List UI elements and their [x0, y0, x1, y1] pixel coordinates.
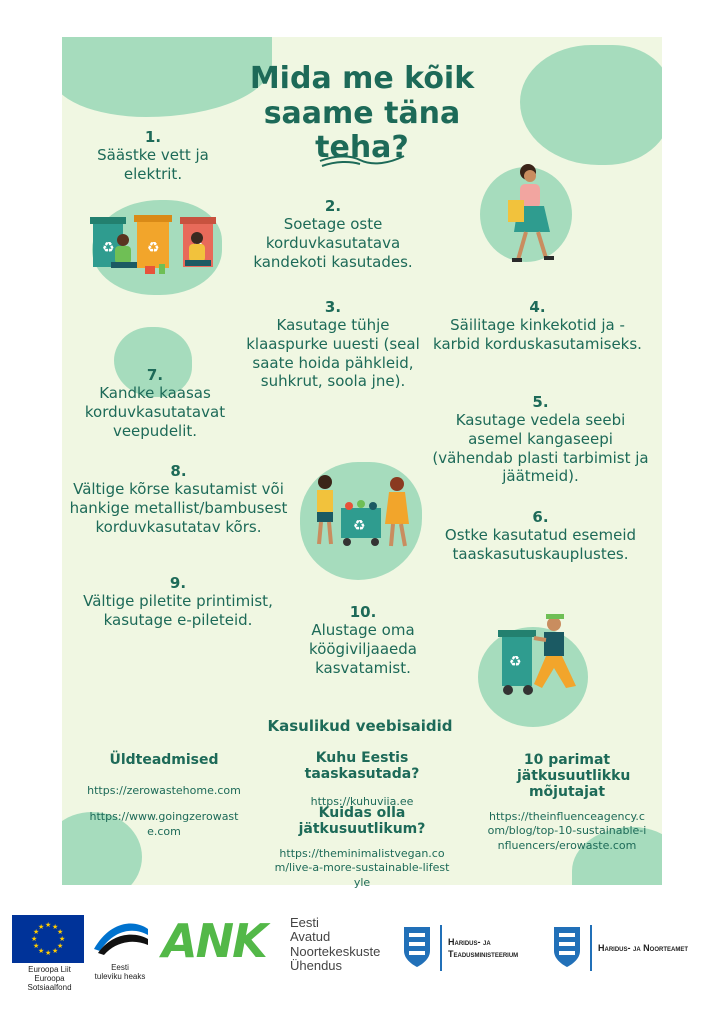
tip-number: 8.	[170, 462, 187, 480]
sustainable-link[interactable]: https://theminimalistvegan.com/live-a-more-sustainable-lifestyle	[274, 847, 450, 889]
tip-number: 4.	[529, 298, 546, 316]
tip-1	[68, 128, 238, 184]
websites-general	[76, 752, 252, 839]
svg-text:★: ★	[38, 947, 45, 955]
squiggle-decoration	[316, 151, 408, 169]
tip-text: Säilitage kinkekotid ja -karbid korduskasutamiseks.	[433, 316, 642, 353]
svg-text:♻: ♻	[147, 240, 160, 256]
wheelie-bin-man-illustration	[494, 612, 589, 700]
svg-text:★: ★	[33, 928, 40, 936]
ank-line1: Eesti	[290, 915, 319, 930]
svg-text:★: ★	[33, 942, 40, 950]
tip-number: 1.	[144, 128, 162, 146]
eesti-logo-line2: tuleviku heaks	[94, 972, 146, 981]
tip-text: Alustage oma köögiviljaaeda kasvatamist.	[309, 621, 417, 677]
websites-influencers	[480, 752, 655, 853]
htm-logo	[402, 925, 552, 975]
eu-flag-icon	[12, 915, 84, 963]
eesti-logo-line1: Eesti	[111, 963, 129, 972]
svg-text:★: ★	[57, 942, 64, 950]
coat-of-arms-icon	[552, 925, 582, 969]
tip-number: 7.	[146, 366, 164, 384]
svg-text:★: ★	[31, 935, 38, 943]
htm-divider	[440, 925, 442, 971]
svg-text:★: ★	[59, 935, 66, 943]
svg-text:♻: ♻	[102, 240, 115, 256]
kids-recycling-illustration	[305, 472, 420, 557]
svg-text:★: ★	[57, 928, 64, 936]
tip-number: 5.	[532, 393, 549, 411]
ank-line2: Avatud	[290, 929, 331, 945]
websites-general-heading: Üldteadmised	[109, 752, 219, 768]
websites-influencers-heading: 10 parimat jätkusuutlikku mõjutajat	[517, 752, 631, 800]
shopping-bag-woman-illustration	[496, 160, 566, 270]
general-link-2[interactable]: https://www.goingzerowaste.com	[89, 810, 239, 838]
recycle-link[interactable]: https://kuhuviia.ee	[310, 795, 414, 808]
coat-of-arms-icon	[402, 925, 432, 969]
tip-9	[78, 574, 278, 630]
tip-text: Kasutage tühje klaaspurke uuesti (seal saate hoida pähkleid, suhkrut, soola jne).	[246, 316, 420, 391]
tip-text: Ostke kasutatud esemeid taaskasutuskauplustes.	[444, 526, 637, 563]
tip-number: 10.	[349, 603, 377, 621]
page-title: Mida me kõik saame täna teha?	[249, 61, 475, 165]
svg-text:★: ★	[52, 923, 59, 931]
recycling-bins-illustration	[85, 200, 225, 285]
svg-text:★: ★	[45, 921, 52, 929]
tip-5	[428, 393, 653, 486]
tip-3	[243, 298, 423, 391]
eu-logo-line1: Euroopa Liit	[28, 965, 71, 974]
tip-text: Kasutage vedela seebi asemel kangaseepi (vähendab plasti tarbimist ja jäätmeid).	[432, 411, 649, 486]
tip-2	[248, 197, 418, 271]
ank-name	[290, 916, 380, 973]
svg-text:★: ★	[38, 923, 45, 931]
influencers-link[interactable]: https://theinfluenceagency.com/blog/top-10-sustainable-influencers/erowaste.com	[487, 810, 647, 852]
htm-line2: Teadusministeerium	[448, 949, 519, 959]
svg-text:♻: ♻	[509, 654, 522, 670]
estonia-flag-swoosh-icon	[90, 915, 150, 959]
websites-recycle	[262, 750, 462, 809]
tip-10	[278, 603, 448, 677]
svg-text:★: ★	[45, 949, 52, 957]
svg-text:★: ★	[52, 947, 59, 955]
decor-blob	[520, 45, 662, 165]
tip-number: 6.	[532, 508, 549, 526]
general-link-1[interactable]: https://zerowastehome.com	[87, 784, 241, 797]
eu-logo-line2: Euroopa Sotsiaalfond	[27, 974, 72, 992]
ank-logo	[162, 912, 381, 987]
websites-sustainable-heading: Kuidas olla jätkusuutlikum?	[298, 805, 426, 837]
tip-7	[70, 366, 240, 440]
tip-text: Kandke kaasas korduvkasutatavat veepudelit.	[84, 384, 226, 440]
hanoo-line1: Haridus- ja Noorteamet	[598, 943, 688, 953]
eu-logo	[12, 915, 87, 992]
websites-recycle-heading: Kuhu Eestis taaskasutada?	[304, 750, 420, 782]
ank-line4: Ühendus	[290, 957, 343, 973]
tip-text: Vältige kõrse kasutamist või hankige metallist/bambusest korduvkasutatav kõrs.	[69, 480, 288, 536]
tip-number: 2.	[324, 197, 342, 215]
tip-6	[433, 508, 648, 564]
htm-line1: Haridus- ja	[448, 937, 491, 947]
ank-mark: ANK	[162, 914, 266, 968]
tip-number: 9.	[169, 574, 187, 592]
websites-sustainable	[262, 805, 462, 890]
tip-4	[430, 298, 645, 354]
svg-text:♻: ♻	[353, 518, 366, 534]
tip-text: Vältige piletite printimist, kasutage e-pileteid.	[83, 592, 273, 629]
eesti-logo	[90, 915, 150, 981]
tip-8	[66, 462, 291, 536]
tip-number: 3.	[324, 298, 342, 316]
hanoo-logo	[552, 925, 722, 975]
tip-text: Soetage oste korduvkasutatava kandekoti kasutades.	[253, 215, 413, 271]
websites-title: Kasulikud veebisaidid	[267, 717, 453, 735]
tip-text: Säästke vett ja elektrit.	[97, 146, 209, 183]
hanoo-divider	[590, 925, 592, 971]
ank-line3: Noortekeskuste	[290, 943, 381, 959]
